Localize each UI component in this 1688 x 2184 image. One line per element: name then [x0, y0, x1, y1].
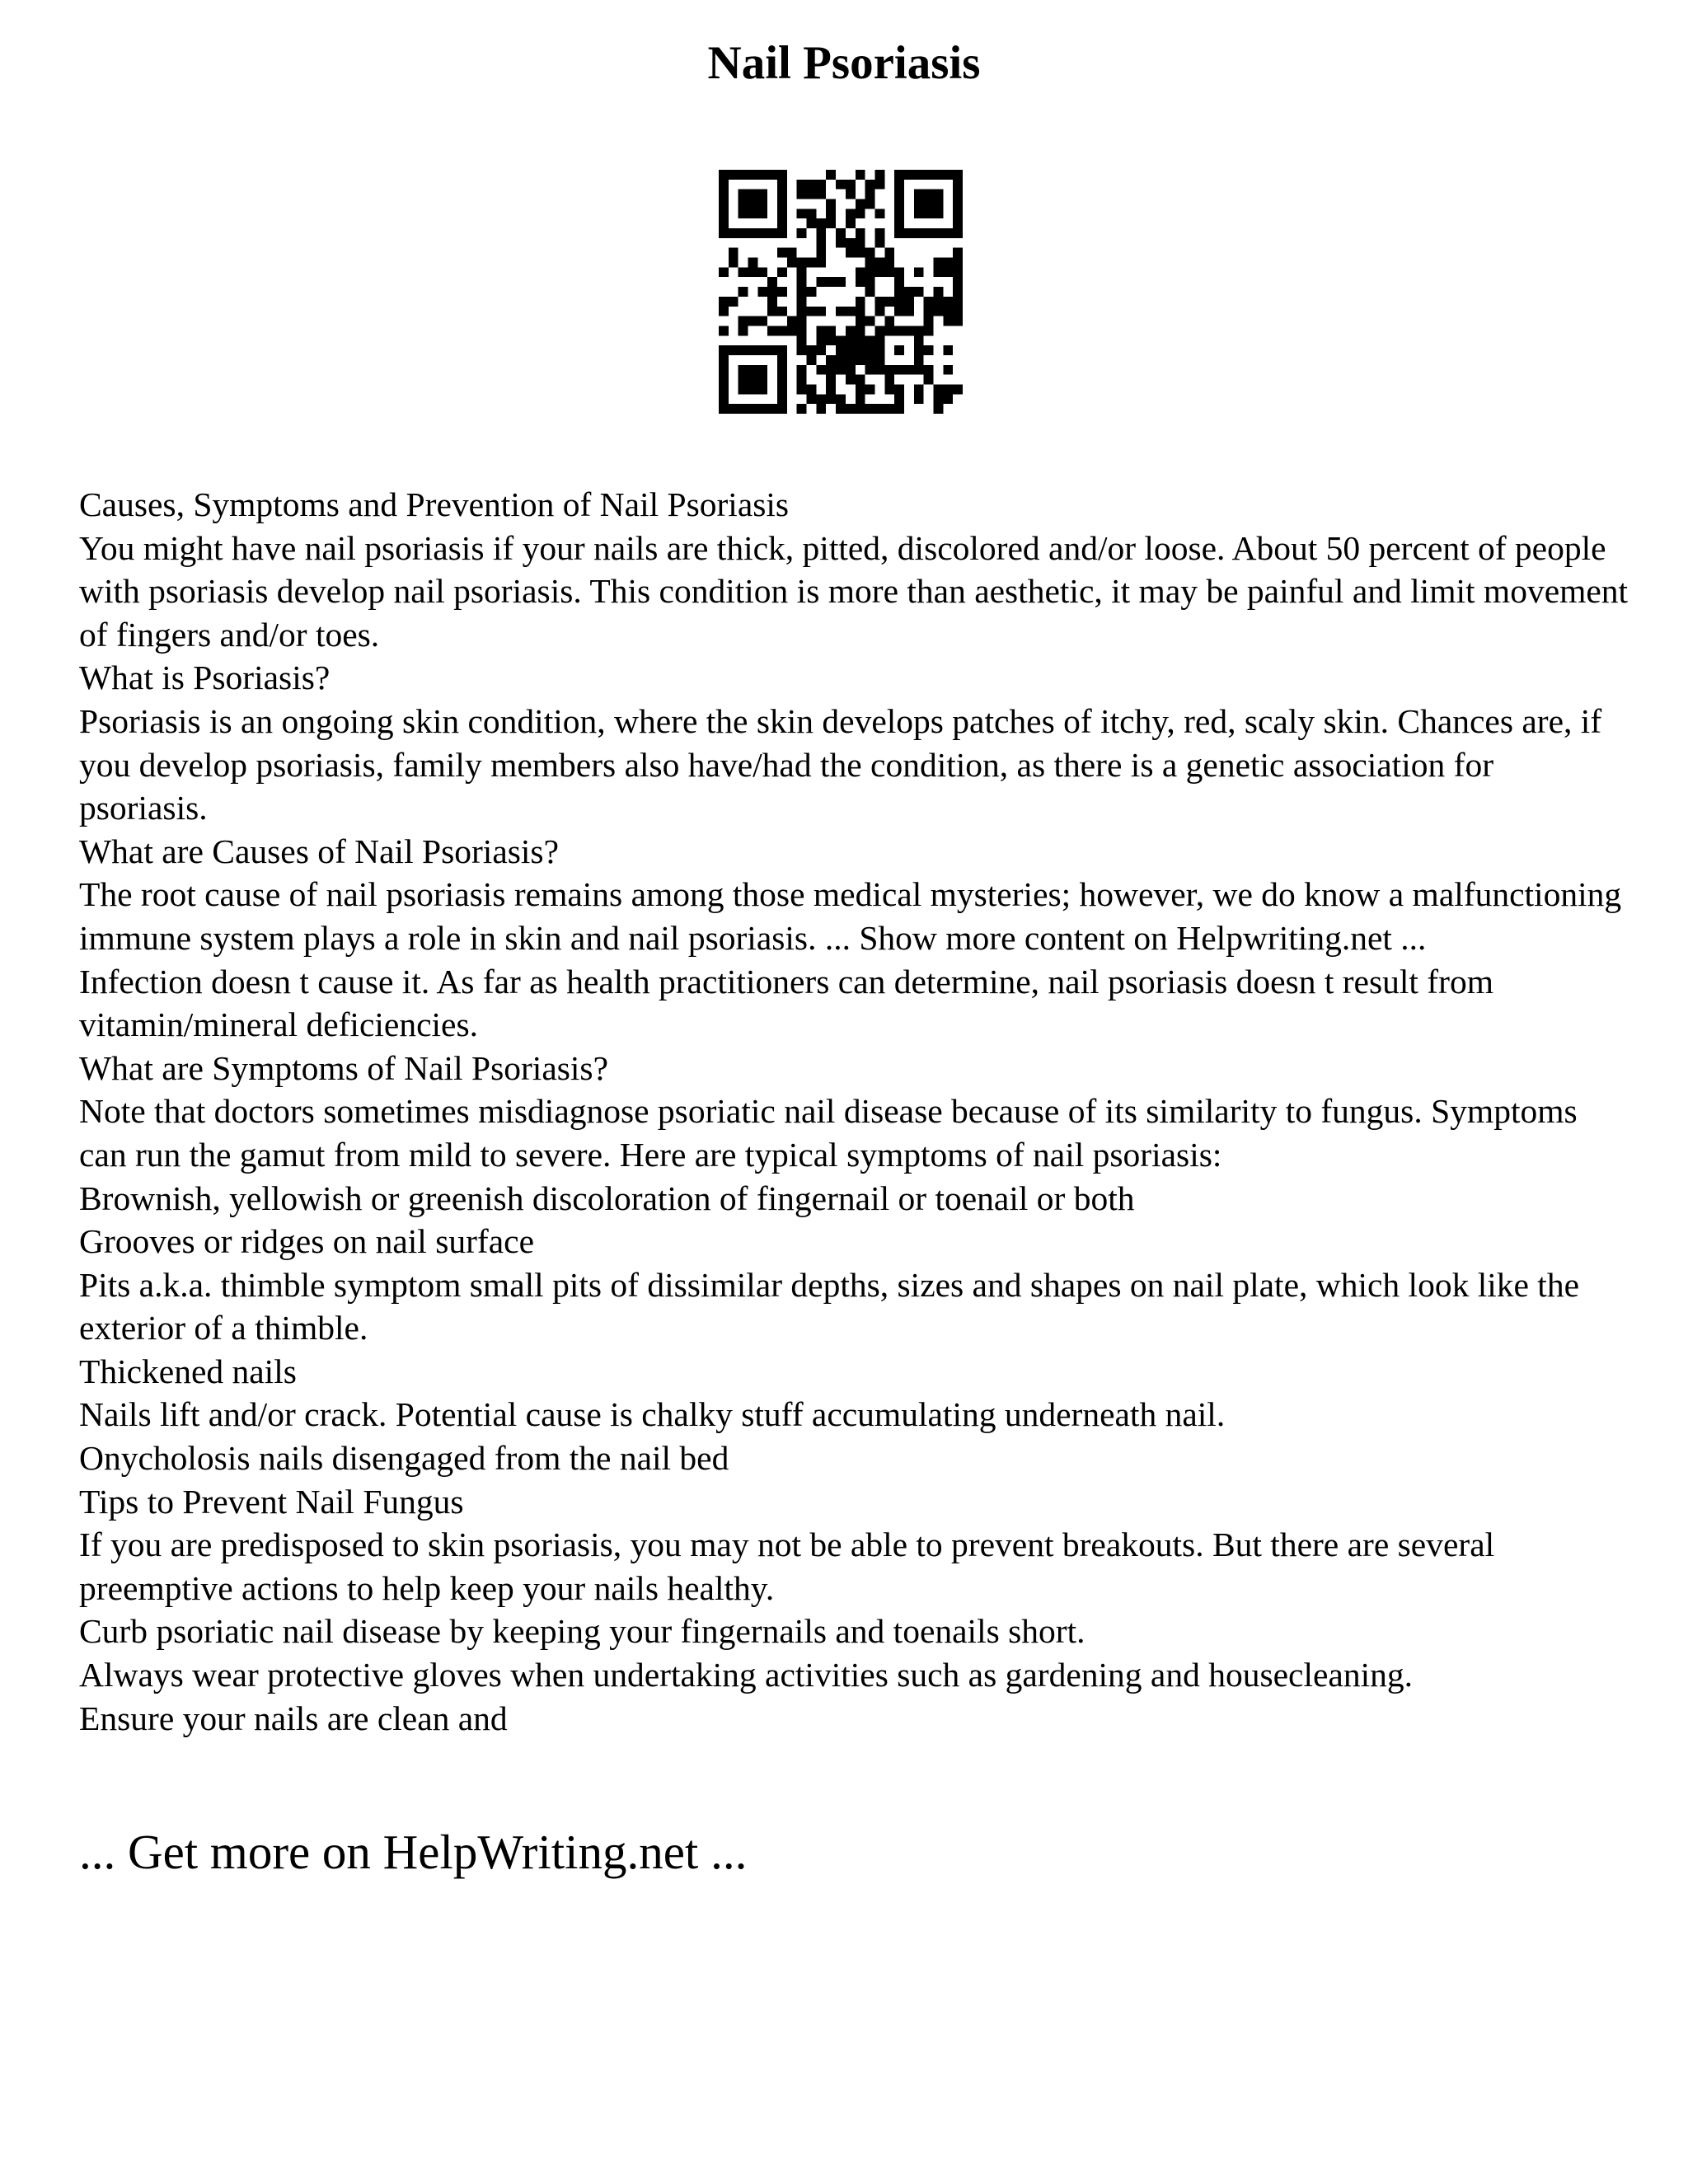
paragraph: Ensure your nails are clean and	[79, 1699, 508, 1737]
paragraph: Tips to Prevent Nail Fungus	[79, 1482, 464, 1521]
qr-code-icon	[719, 170, 963, 414]
paragraph: Pits a.k.a. thimble symptom small pits of dissimilar depths, sizes and shapes on nail plate, which look like the exterior of a thimble.	[79, 1265, 1580, 1347]
paragraph: Infection doesn t cause it. As far as health practitioners can determine, nail psoriasis doesn t result from vitamin/mineral deficiencies.	[79, 962, 1493, 1044]
paragraph: Causes, Symptoms and Prevention of Nail Psoriasis	[79, 485, 790, 523]
paragraph: Brownish, yellowish or greenish discoloration of fingernail or toenail or both	[79, 1179, 1135, 1217]
paragraph: Thickened nails	[79, 1352, 297, 1390]
get-more-link[interactable]: ... Get more on HelpWriting.net ...	[79, 1825, 748, 1879]
paragraph: Nails lift and/or crack. Potential cause is chalky stuff accumulating underneath nail.	[79, 1395, 1226, 1434]
paragraph: What are Causes of Nail Psoriasis?	[79, 832, 559, 870]
paragraph: What is Psoriasis?	[79, 658, 331, 697]
paragraph: The root cause of nail psoriasis remains among those medical mysteries; however, we do know a malfunctioning immune system plays a role in skin and nail psoriasis. ... Show more content on Helpwriting.net ...	[79, 875, 1622, 957]
paragraph: Onycholosis nails disengaged from the nail bed	[79, 1439, 729, 1478]
paragraph: What are Symptoms of Nail Psoriasis?	[79, 1048, 608, 1087]
paragraph: Psoriasis is an ongoing skin condition, where the skin develops patches of itchy, red, scaly skin. Chances are, if you develop psoriasis, family members also have/had the condition, as there is a genetic association for psoriasis.	[79, 701, 1602, 827]
paragraph: Grooves or ridges on nail surface	[79, 1222, 535, 1261]
article-body	[79, 483, 1629, 1740]
paragraph: You might have nail psoriasis if your nails are thick, pitted, discolored and/or loose. About 50 percent of people with psoriasis develop nail psoriasis. This condition is more than aesthetic, it may be painful and limit movement of fingers and/or toes.	[79, 528, 1629, 654]
page-title: Nail Psoriasis	[707, 37, 981, 89]
paragraph: If you are predisposed to skin psoriasis, you may not be able to prevent breakouts. But there are several preemptive actions to help keep your nails healthy.	[79, 1526, 1495, 1607]
paragraph: Note that doctors sometimes misdiagnose psoriatic nail disease because of its similarity to fungus. Symptoms can run the gamut from mild to severe. Here are typical symptoms of nail psoriasis:	[79, 1092, 1578, 1174]
paragraph: Curb psoriatic nail disease by keeping your fingernails and toenails short.	[79, 1612, 1085, 1651]
paragraph: Always wear protective gloves when undertaking activities such as gardening and housecleaning.	[79, 1656, 1413, 1694]
